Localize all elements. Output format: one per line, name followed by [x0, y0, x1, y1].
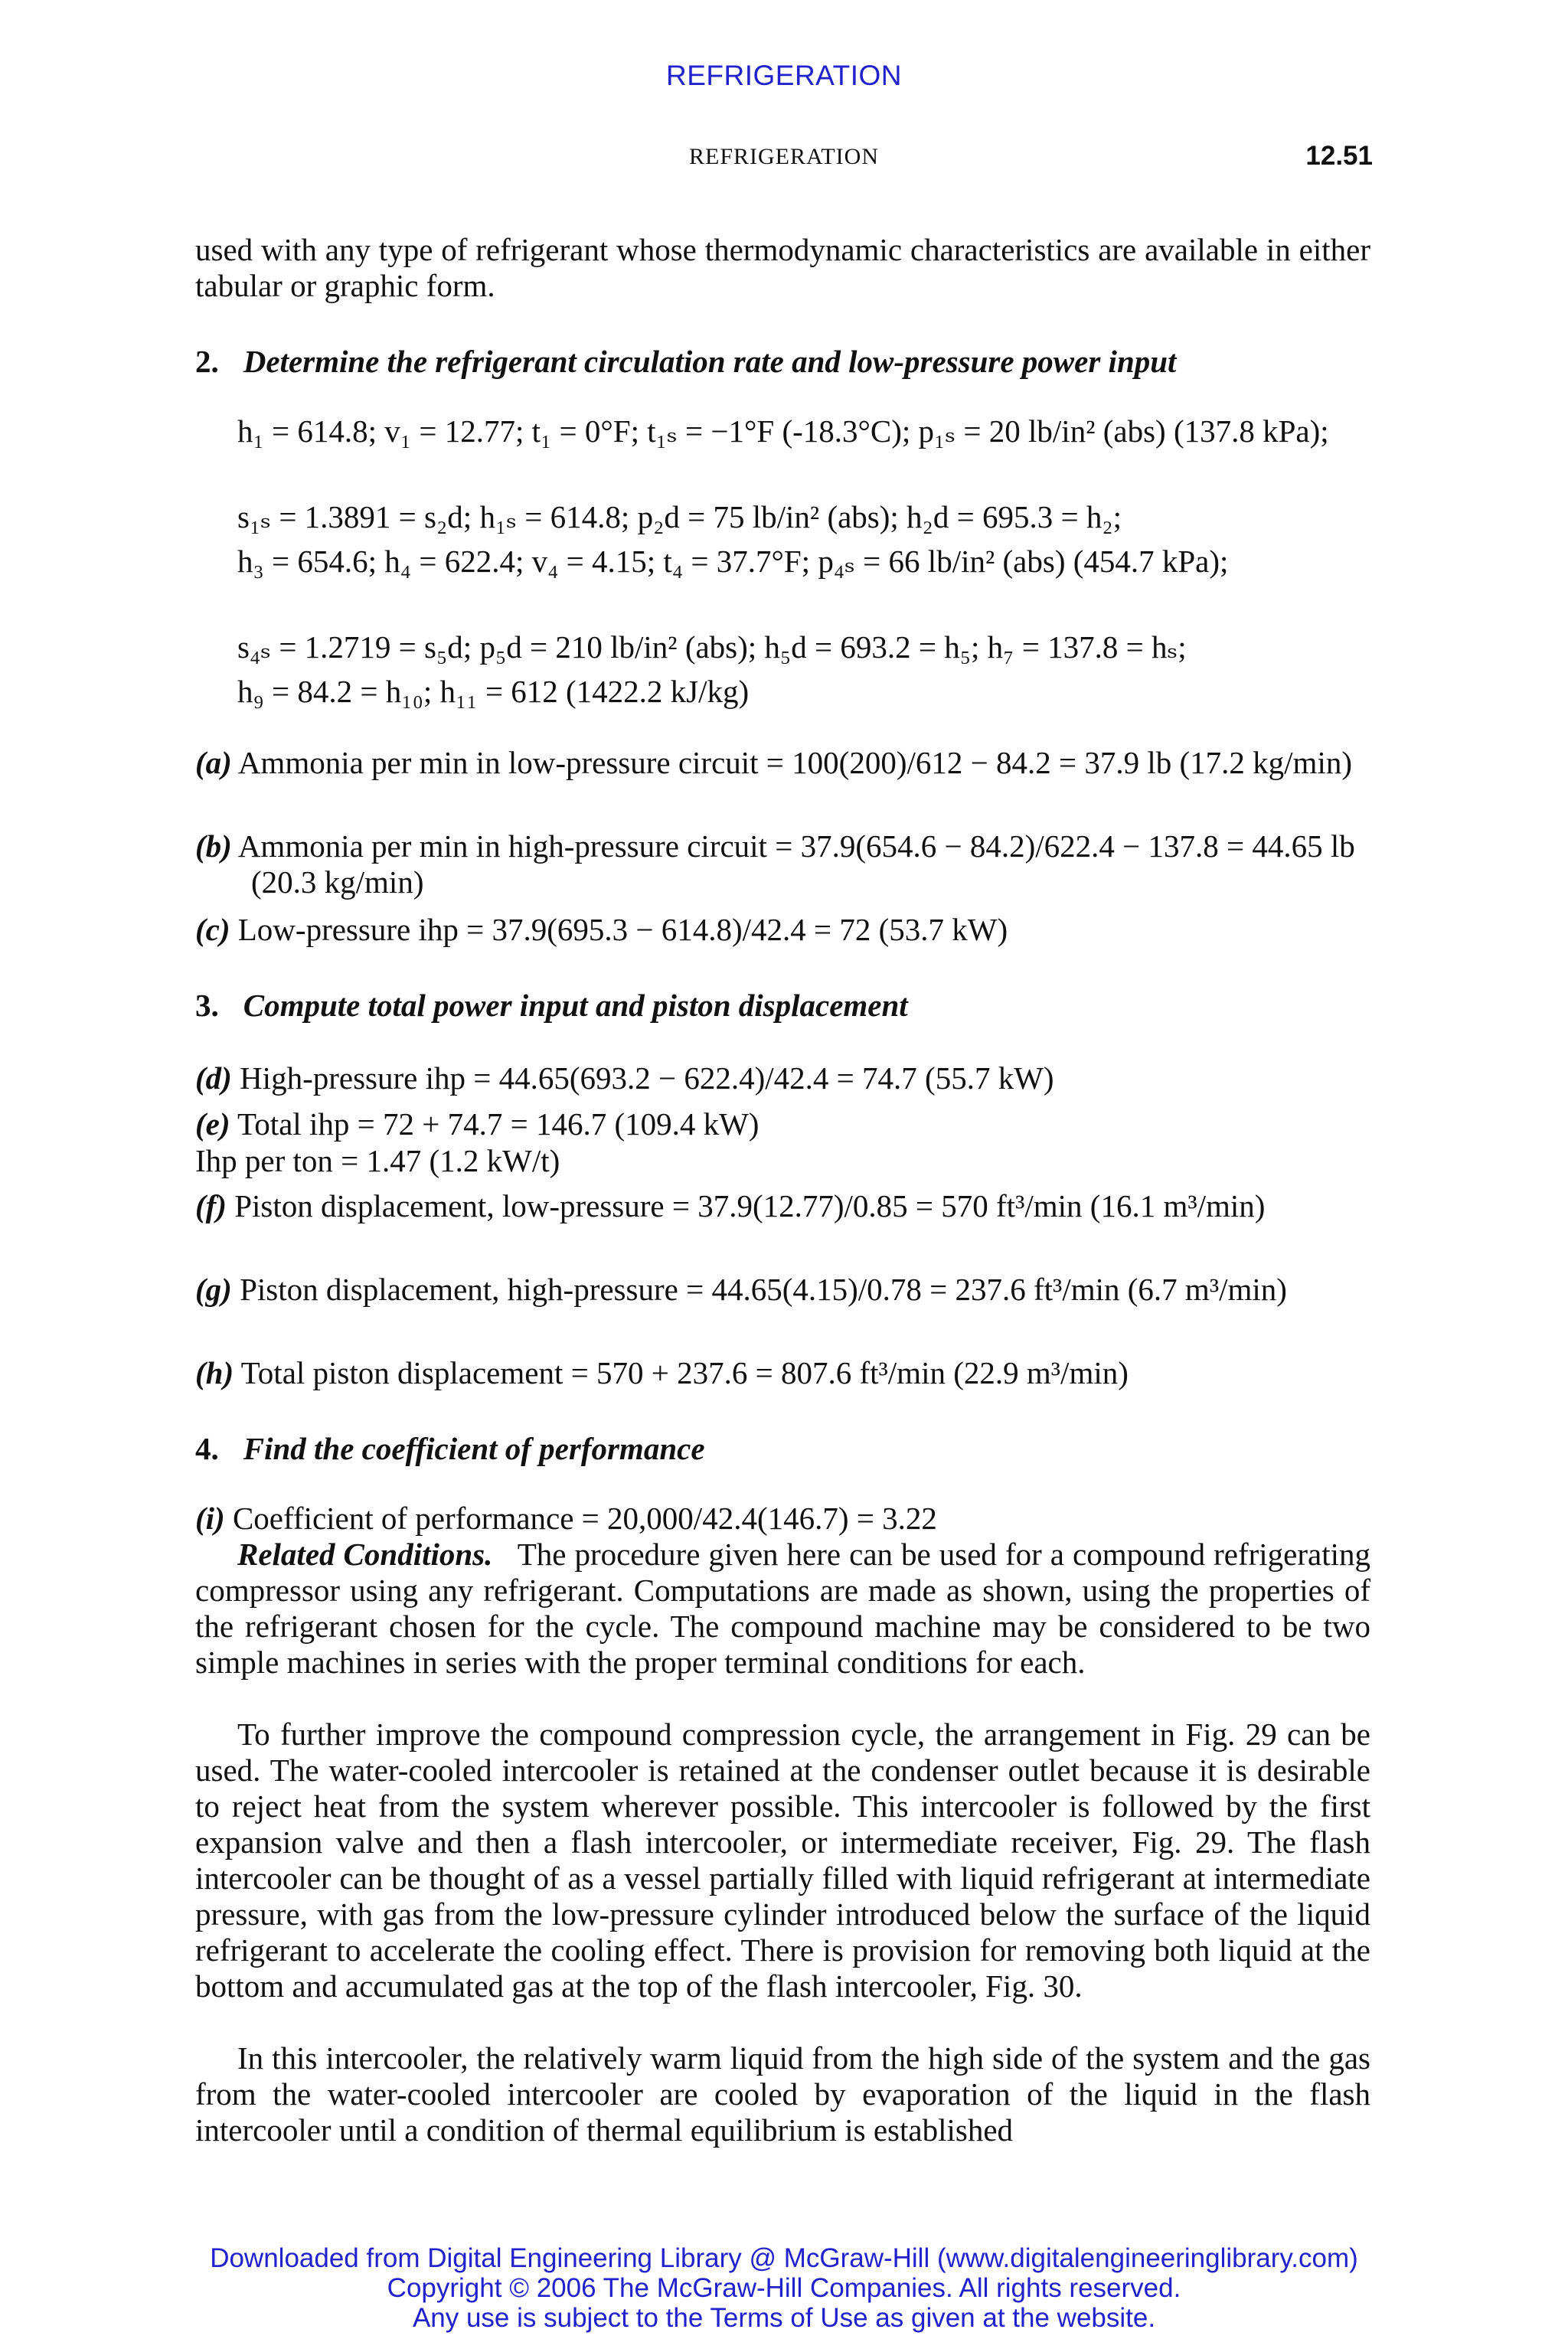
item-e-label: (e)	[195, 1106, 230, 1142]
step-4-number: 4.	[195, 1431, 219, 1466]
item-i-text: Coefficient of performance = 20,000/42.4(146.7) = 3.22	[232, 1501, 937, 1536]
item-c	[195, 912, 1370, 948]
item-b-text: Ammonia per min in high-pressure circuit = 37.9(654.6 − 84.2)/622.4 − 137.8 = 44.65 lb (20.3 kg/min)	[237, 828, 1355, 900]
related-conditions-heading: Related Conditions.	[237, 1537, 493, 1572]
step-4-heading	[195, 1430, 705, 1467]
step-3-title: Compute total power input and piston displacement	[243, 988, 908, 1023]
item-d-label: (d)	[195, 1060, 232, 1096]
step-4-title: Find the coefficient of performance	[243, 1431, 705, 1466]
property-line-1: h₁ = 614.8; v₁ = 12.77; t₁ = 0°F; t₁ₛ = −1°F (-18.3°C); p₁ₛ = 20 lb/in² (abs) (137.8 kPa);	[237, 413, 1329, 449]
item-c-label: (c)	[195, 912, 230, 947]
property-line-4: s₄ₛ = 1.2719 = s₅d; p₅d = 210 lb/in² (abs); h₅d = 693.2 = h₅; h₇ = 137.8 = hₛ;	[237, 629, 1187, 665]
property-line-5: h₉ = 84.2 = h₁₀; h₁₁ = 612 (1422.2 kJ/kg)	[237, 674, 750, 709]
item-b	[195, 828, 1370, 900]
top-banner-link[interactable]: REFRIGERATION	[666, 60, 902, 91]
step-3-heading	[195, 987, 908, 1024]
intro-paragraph: used with any type of refrigerant whose thermodynamic characteristics are available in either tabular or graphic form.	[195, 232, 1370, 303]
item-h	[195, 1355, 1370, 1391]
item-a-label: (a)	[195, 745, 232, 780]
item-a	[195, 745, 1370, 781]
item-f-label: (f)	[195, 1188, 227, 1223]
related-conditions-paragraph	[195, 1537, 1370, 1681]
item-e	[195, 1106, 1370, 1142]
step-2-number: 2.	[195, 344, 219, 379]
step-3-number: 3.	[195, 988, 219, 1023]
item-f	[195, 1188, 1370, 1224]
item-g-text: Piston displacement, high-pressure = 44.65(4.15)/0.78 = 237.6 ft³/min (6.7 m³/min)	[240, 1272, 1287, 1307]
item-g	[195, 1272, 1370, 1308]
item-h-label: (h)	[195, 1355, 234, 1390]
running-head-title: REFRIGERATION	[688, 144, 879, 169]
item-h-text: Total piston displacement = 570 + 237.6 = 807.6 ft³/min (22.9 m³/min)	[240, 1355, 1129, 1390]
item-d	[195, 1060, 1370, 1096]
item-c-text: Low-pressure ihp = 37.9(695.3 − 614.8)/42.4 = 72 (53.7 kW)	[237, 912, 1008, 947]
page-number: 12.51	[1305, 141, 1373, 171]
property-line-3: h₃ = 654.6; h₄ = 622.4; v₄ = 4.15; t₄ = 37.7°F; p₄ₛ = 66 lb/in² (abs) (454.7 kPa);	[237, 544, 1229, 579]
item-b-label: (b)	[195, 828, 232, 864]
item-i	[195, 1501, 1370, 1537]
paragraph-intercooler-equilibrium: In this intercooler, the relatively warm liquid from the high side of the system and the gas from the water-cooled intercooler are cooled by evaporation of the liquid in the flash intercooler until a condition of thermal equilibrium is established	[195, 2040, 1370, 2148]
item-d-text: High-pressure ihp = 44.65(693.2 − 622.4)/42.4 = 74.7 (55.7 kW)	[240, 1060, 1054, 1096]
item-i-label: (i)	[195, 1501, 225, 1536]
footer-download-link[interactable]: Downloaded from Digital Engineering Library @ McGraw-Hill (www.digitalengineeringlibrary.com)	[210, 2243, 1358, 2273]
item-e-text: Total ihp = 72 + 74.7 = 146.7 (109.4 kW)	[237, 1106, 760, 1142]
related-conditions-text: The procedure given here can be used for a compound refrigerating compressor using any refrigerant. Computations are made as shown, using the properties of the refrigerant chosen for the cycle. The compound machine may be considered to be two simple machines in series with the proper terminal conditions for each.	[195, 1537, 1371, 1680]
item-a-text: Ammonia per min in low-pressure circuit = 100(200)/612 − 84.2 = 37.9 lb (17.2 kg/min)	[237, 745, 1352, 780]
item-f-text: Piston displacement, low-pressure = 37.9(12.77)/0.85 = 570 ft³/min (16.1 m³/min)	[234, 1188, 1266, 1223]
footer-copyright: Copyright © 2006 The McGraw-Hill Companies. All rights reserved.	[387, 2273, 1181, 2303]
footer-notice	[0, 2243, 1568, 2333]
step-2-heading	[195, 343, 1176, 380]
paragraph-flash-intercooler: To further improve the compound compression cycle, the arrangement in Fig. 29 can be used. The water-cooled intercooler is retained at the condenser outlet because it is desirable to reject heat from the system wherever possible. This intercooler is followed by the first expansion valve and then a flash intercooler, or intermediate receiver, Fig. 29. The flash intercooler can be thought of as a vessel partially filled with liquid refrigerant at intermediate pressure, with gas from the low-pressure cylinder introduced below the surface of the liquid refrigerant to accelerate the cooling effect. There is provision for removing both liquid at the bottom and accumulated gas at the top of the flash intercooler, Fig. 30.	[195, 1717, 1370, 2004]
footer-terms[interactable]: Any use is subject to the Terms of Use as given at the website.	[412, 2303, 1156, 2333]
property-line-2: s₁ₛ = 1.3891 = s₂d; h₁ₛ = 614.8; p₂d = 75 lb/in² (abs); h₂d = 695.3 = h₂;	[237, 499, 1122, 534]
ihp-per-ton: Ihp per ton = 1.47 (1.2 kW/t)	[195, 1143, 560, 1178]
step-2-title: Determine the refrigerant circulation rate and low-pressure power input	[243, 344, 1177, 379]
item-g-label: (g)	[195, 1272, 232, 1307]
